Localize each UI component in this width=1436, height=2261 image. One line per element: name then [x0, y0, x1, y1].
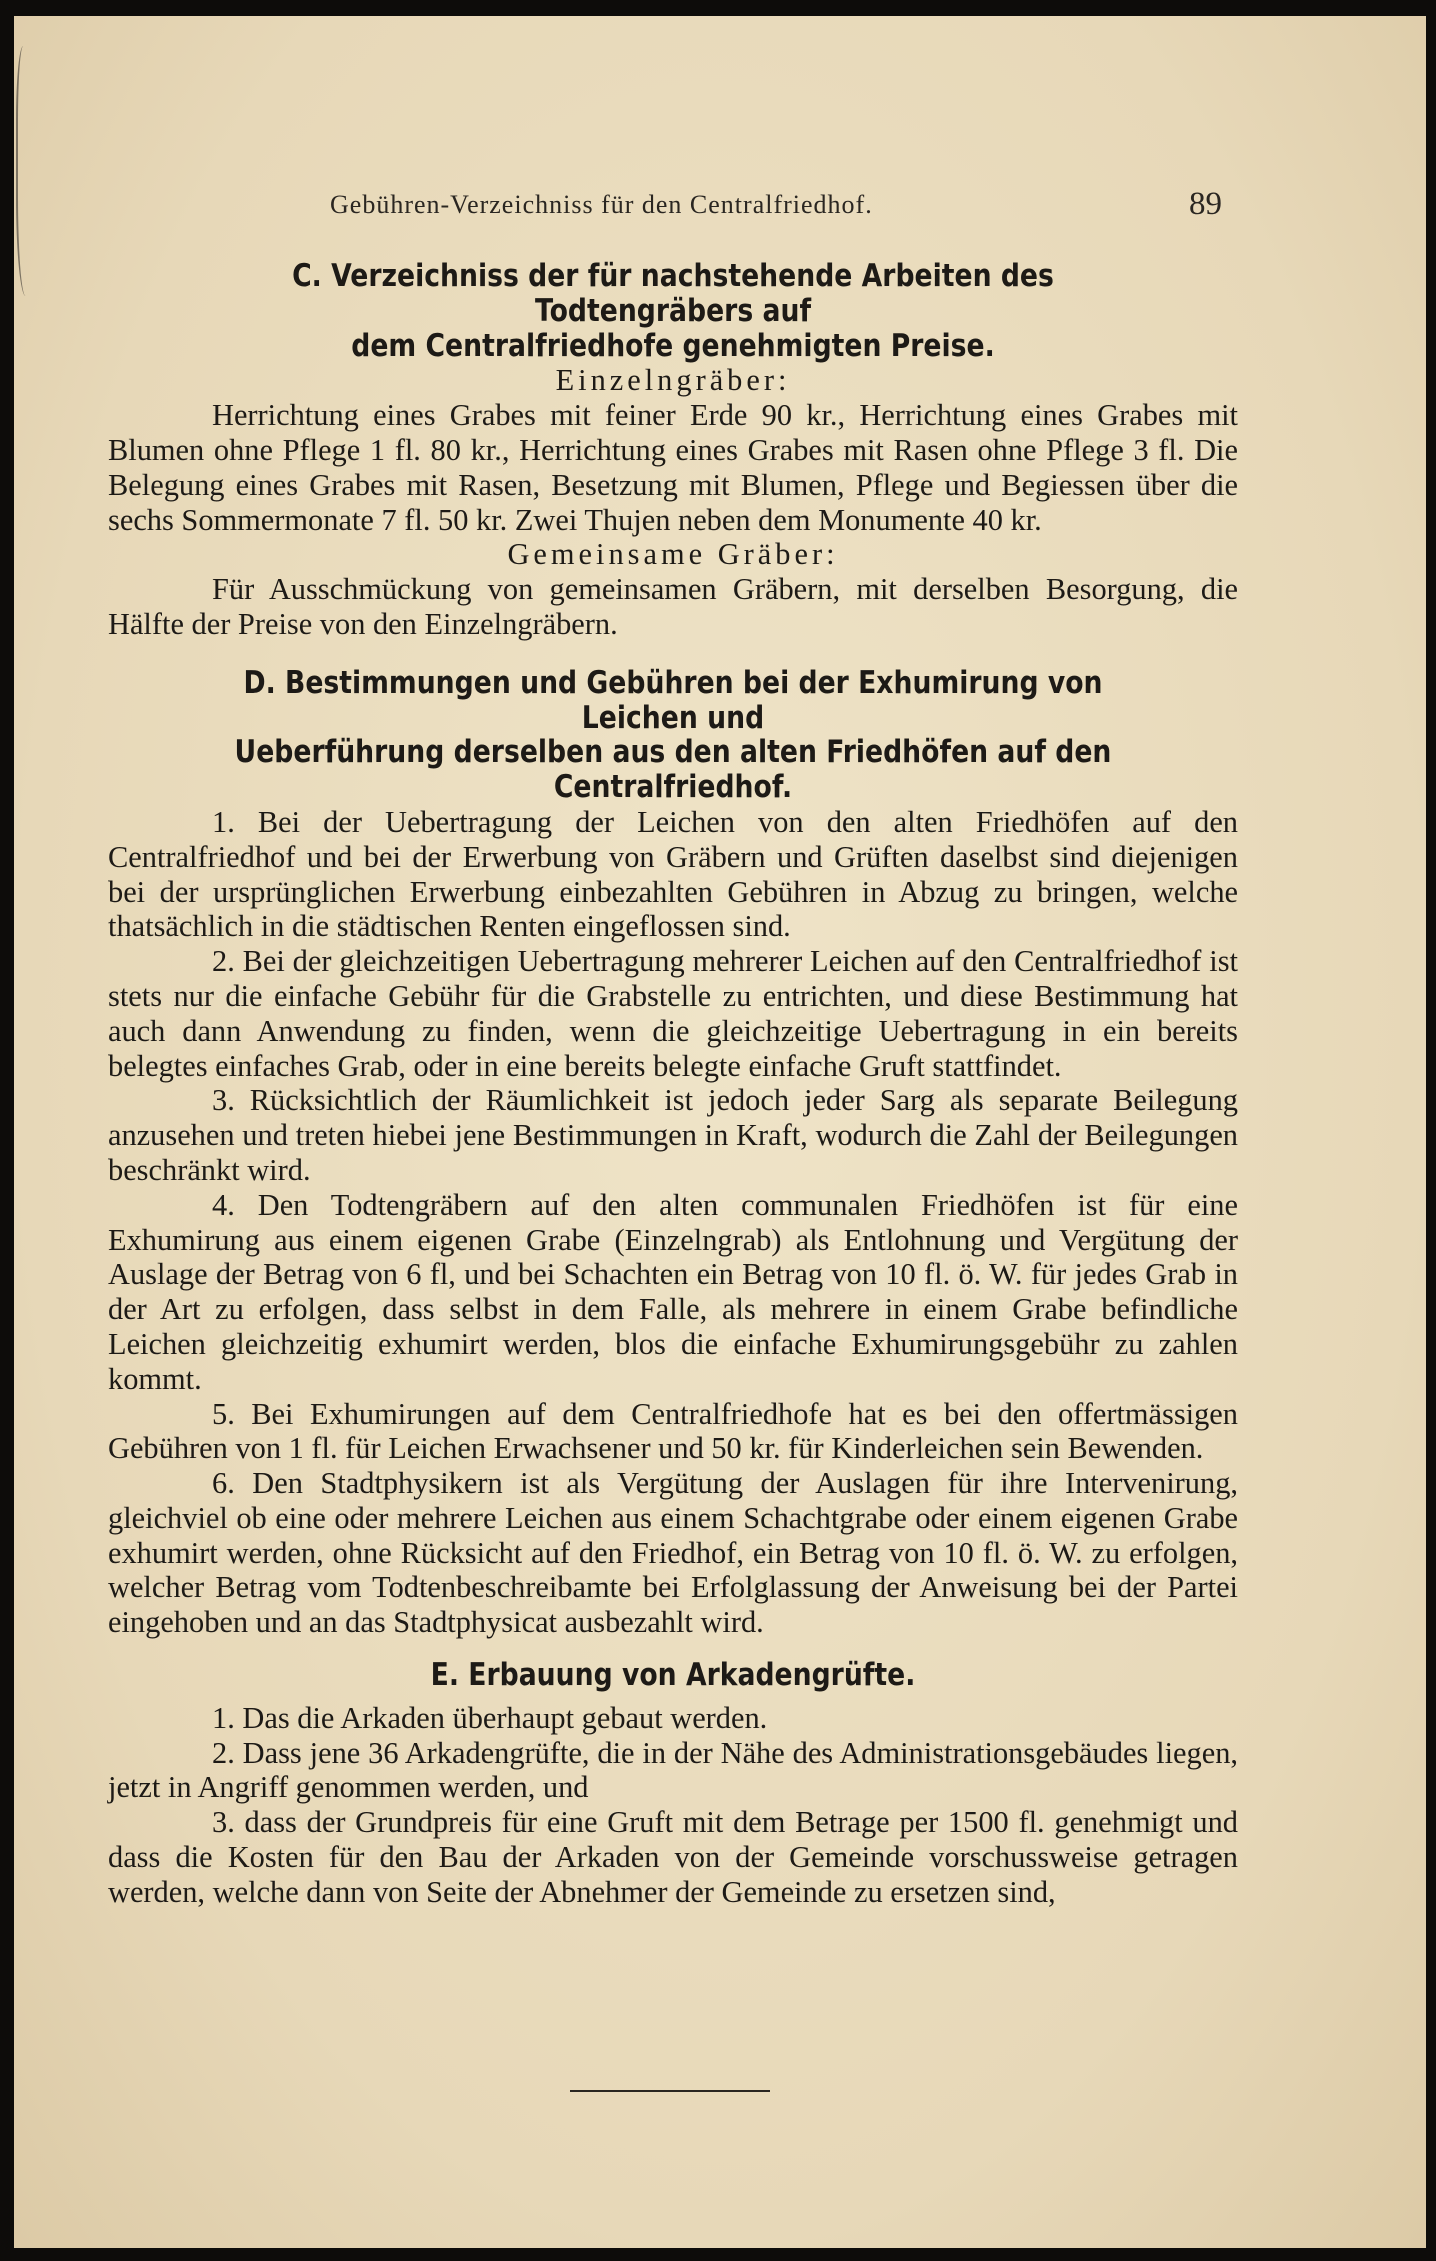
section-d [108, 666, 1238, 1640]
section-c-subheading-individual-graves: Einzelngräber: [555, 363, 791, 398]
section-d-heading-line2: Ueberführung derselben aus den alten Friedhöfen auf den Centralfriedhof. [234, 734, 1112, 806]
heading-spacer [108, 1693, 1238, 1701]
section-e-item-2: 2. Dass jene 36 Arkadengrüfte, die in der Nähe des Administrationsgebäudes liegen, jetzt in Angriff genommen werden, und [108, 1735, 1238, 1805]
section-d-heading-line1: D. Bestimmungen und Gebühren bei der Exhumirung von Leichen und [243, 664, 1103, 736]
section-c-heading-line2: dem Centralfriedhofe genehmigten Preise. [351, 327, 995, 364]
page-body [108, 259, 1238, 1910]
section-e-item-3: 3. dass der Grundpreis für eine Gruft mit dem Betrage per 1500 fl. genehmigt und dass die Kosten für den Bau der Arkaden von der Gemeinde vorschussweise getragen werden, welche dann von Seite der Abnehmer der Gemeinde zu ersetzen sind, [108, 1805, 1238, 1909]
section-e-item-1: 1. Das die Arkaden überhaupt gebaut werden. [212, 1700, 768, 1735]
end-rule [570, 2090, 770, 2092]
section-spacer [108, 642, 1238, 666]
section-c-paragraph-2: Für Ausschmückung von gemeinsamen Gräbern, mit derselben Besorgung, die Hälfte der Preise von den Einzelngräbern. [108, 572, 1238, 641]
section-d-item-6: 6. Den Stadtphysikern ist als Vergütung der Auslagen für ihre Intervenirung, gleichviel ob eine oder mehrere Leichen aus einem Schachtgrabe oder einem eigenen Grabe exhumirt werden, ohne Rücksicht auf den Friedhof, ein Betrag von 10 fl. ö. W. zu erfolgen, welcher Betrag vom Todtenbeschreibamte bei Erfolglassung der Anweisung bei der Partei eingehoben und an das Stadtphysicat ausbezahlt wird. [108, 1466, 1238, 1640]
page-number: 89 [1189, 186, 1222, 222]
section-c-subheading-common-graves: Gemeinsame Gräber: [507, 537, 839, 572]
section-c-paragraph-1: Herrichtung eines Grabes mit feiner Erde 90 kr., Herrichtung eines Grabes mit Blumen ohne Pflege 1 fl. 80 kr., Herrichtung eines Grabes mit Rasen ohne Pflege 3 fl. Die Belegung eines Grabes mit Rasen, Besetzung mit Blumen, Pflege und Begiessen über die sechs Sommermonate 7 fl. 50 kr. Zwei Thujen neben dem Monumente 40 kr. [108, 398, 1238, 537]
section-c-heading-line1: C. Verzeichniss der für nachstehende Arbeiten des Todtengräbers auf [292, 258, 1054, 329]
section-spacer [108, 1640, 1238, 1658]
section-d-item-1: 1. Bei der Uebertragung der Leichen von den alten Friedhöfen auf den Centralfriedhof und bei der Erwerbung von Gräbern und Grüften daselbst sind diejenigen bei der ursprünglichen Erwerbung einbezahlten Gebühren in Abzug zu bringen, welche thatsächlich in die städtischen Renten eingeflossen sind. [108, 804, 1238, 944]
section-e-heading: E. Erbauung von Arkadengrüfte. [430, 1657, 916, 1694]
running-title: Gebühren-Verzeichniss für den Centralfriedhof. [330, 190, 873, 219]
document-page [14, 16, 1426, 2248]
section-d-item-3: 3. Rücksichtlich der Räumlichkeit ist jedoch jeder Sarg als separate Beilegung anzusehen und treten hiebei jene Bestimmungen in Kraft, wodurch die Zahl der Beilegungen beschränkt wird. [108, 1083, 1238, 1187]
section-c [108, 259, 1238, 642]
section-d-item-5: 5. Bei Exhumirungen auf dem Centralfriedhofe hat es bei den offertmässigen Gebühren von 1 fl. für Leichen Erwachsener und 50 kr. für Kinderleichen sein Bewenden. [108, 1396, 1238, 1466]
margin-mark [16, 46, 40, 296]
section-d-item-2: 2. Bei der gleichzeitigen Uebertragung mehrerer Leichen auf den Centralfriedhof ist stets nur die einfache Gebühr für die Grabstelle zu entrichten, und diese Bestimmung hat auch dann Anwendung zu finden, wenn die gleichzeitige Uebertragung in ein bereits belegtes einfaches Grab, oder in eine bereits belegte einfache Gruft stattfindet. [108, 944, 1238, 1083]
section-d-item-4: 4. Den Todtengräbern auf den alten communalen Friedhöfen ist für eine Exhumirung aus einem eigenen Grabe (Einzelngrab) als Entlohnung und Vergütung der Auslage der Betrag von 6 fl, und bei Schachten ein Betrag von 10 fl. ö. W. für jedes Grab in der Art zu erfolgen, dass selbst in dem Falle, als mehrere in einem Grabe befindliche Leichen gleichzeitig exhumirt werden, blos die einfache Exhumirungsgebühr zu zahlen kommt. [108, 1187, 1238, 1396]
section-e [108, 1658, 1238, 1910]
